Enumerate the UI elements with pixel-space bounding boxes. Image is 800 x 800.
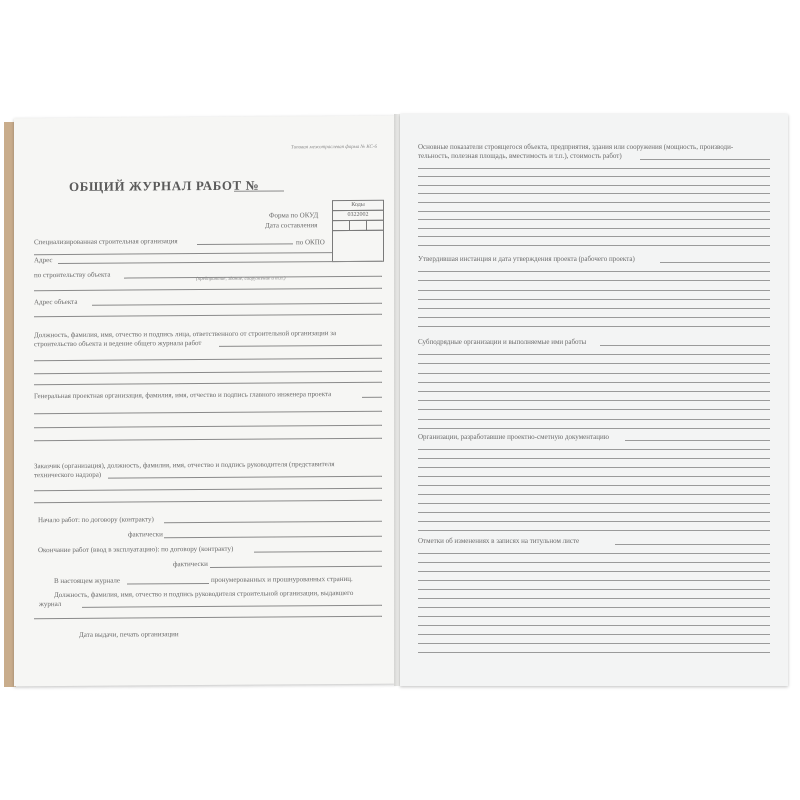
ruled-line <box>418 317 770 318</box>
ruled-line <box>418 391 770 392</box>
object-address-label: Адрес объекта <box>34 297 78 307</box>
ruled-line <box>418 512 770 513</box>
journal-number-line <box>234 190 284 191</box>
form-type-note: Типовая межотраслевая форма № КС-6 <box>291 144 377 151</box>
general-design-line-4 <box>34 438 382 441</box>
ruled-line <box>418 521 770 522</box>
title-page <box>14 116 396 687</box>
ruled-line <box>418 193 770 194</box>
general-design-label: Генеральная проектная организация, фамилия, имя, отчество и подпись главного инженера проекта <box>34 390 332 401</box>
org-line <box>197 243 293 245</box>
responsible-line <box>219 345 382 347</box>
ruled-line <box>600 345 770 346</box>
journal-count-suffix: пронумерованных и прошнурованных страниц. <box>211 574 353 584</box>
ruled-line <box>418 228 770 229</box>
ruled-line <box>418 354 770 355</box>
end-label: Окончание работ (ввод в эксплуатацию): по договору (контракту) <box>38 544 234 555</box>
ruled-line <box>640 159 770 160</box>
issuer-label-2: журнал <box>39 600 62 609</box>
customer-line-2 <box>34 488 382 491</box>
object-address-line-2 <box>34 314 382 317</box>
ruled-line <box>418 428 770 429</box>
address-label: Адрес <box>34 256 53 265</box>
ruled-line <box>418 308 770 309</box>
end-actual-line <box>210 566 382 568</box>
start-actual-label: фактически <box>128 530 163 539</box>
ruled-line <box>418 202 770 203</box>
object-address-line <box>92 303 382 306</box>
end-contract-line <box>254 551 382 553</box>
end-actual-label: фактически <box>173 559 208 569</box>
codes-header: Коды <box>332 200 384 211</box>
construction-line-2 <box>34 288 382 291</box>
general-design-line-2 <box>34 411 382 414</box>
ruled-line <box>418 211 770 212</box>
general-design-line <box>362 397 382 398</box>
customer-line-3 <box>34 500 382 503</box>
start-actual-line <box>164 536 382 539</box>
ruled-line <box>418 219 770 220</box>
responsible-label-1: Должность, фамилия, имя, отчество и подпись лица, ответственного от строительной организации за <box>34 329 337 340</box>
customer-line <box>108 476 382 479</box>
design-orgs-label: Организации, разработавшие проектно-сметную документацию <box>418 433 609 441</box>
responsible-line-3 <box>34 371 382 374</box>
okud-code: 0322002 <box>332 210 384 221</box>
ruled-line <box>418 245 770 246</box>
responsible-line-4 <box>34 382 382 385</box>
responsible-line-2 <box>34 358 382 361</box>
okpo-label: по ОКПО <box>296 238 325 247</box>
address-line <box>58 261 382 264</box>
ruled-line <box>418 400 770 401</box>
ruled-line <box>418 530 770 531</box>
second-page <box>400 114 788 686</box>
ruled-line <box>418 373 770 374</box>
ruled-line <box>418 589 770 590</box>
ruled-line <box>418 299 770 300</box>
ruled-line <box>418 494 770 495</box>
construction-label: по строительству объекта <box>34 270 111 280</box>
issuer-line-2 <box>34 616 382 619</box>
okpo-code-box <box>332 230 384 262</box>
changes-label: Отметки об изменениях в записях на титульном листе <box>418 537 580 545</box>
customer-label-2: технического надзора) <box>34 470 102 480</box>
ruled-line <box>660 262 770 263</box>
ruled-line <box>418 476 770 477</box>
journal-count-line <box>127 583 209 585</box>
indicators-label-1: Основные показатели строящегося объекта, предприятия, здания или сооружения (мощность, производи- <box>418 143 734 151</box>
ruled-line <box>418 363 770 364</box>
issuer-line <box>82 605 382 608</box>
issuer-label-1: Должность, фамилия, имя, отчество и подпись руководителя строительной организации, выдавшего <box>54 588 354 600</box>
org-label: Специализированная строительная организация <box>34 237 178 247</box>
date-label: Дата составления <box>265 221 318 230</box>
ruled-line <box>418 571 770 572</box>
ruled-line <box>625 440 770 441</box>
ruled-line <box>418 580 770 581</box>
ruled-line <box>418 643 770 644</box>
page-title: ОБЩИЙ ЖУРНАЛ РАБОТ № <box>69 177 260 194</box>
approval-label: Утвердившая инстанция и дата утверждения проекта (рабочего проекта) <box>418 255 635 263</box>
ruled-line <box>418 485 770 486</box>
ruled-line <box>418 562 770 563</box>
customer-label-1: Заказчик (организация), должность, фамилия, имя, отчество и подпись руководителя (представителя <box>34 460 335 471</box>
start-label: Начало работ: по договору (контракту) <box>38 515 154 525</box>
ruled-line <box>418 553 770 554</box>
ruled-line <box>418 458 770 459</box>
ruled-line <box>418 185 770 186</box>
ruled-line <box>418 326 770 327</box>
journal-count-prefix: В настоящем журнале <box>54 576 120 586</box>
ruled-line <box>418 176 770 177</box>
indicators-label-2: тельность, полезная площадь, вместимость и т.п.), стоимость работ) <box>418 152 622 160</box>
ruled-line <box>418 607 770 608</box>
ruled-line <box>418 168 770 169</box>
ruled-line <box>418 652 770 653</box>
construction-hint: (предприятие, здание, сооружение и т.п.) <box>196 276 286 283</box>
ruled-line <box>418 290 770 291</box>
okud-label: Форма по ОКУД <box>269 211 319 220</box>
ruled-line <box>418 598 770 599</box>
ruled-line <box>418 634 770 635</box>
ruled-line <box>418 625 770 626</box>
responsible-label-2: строительство объекта и ведение общего журнала работ <box>34 339 202 349</box>
org-line-2 <box>34 252 332 255</box>
start-contract-line <box>164 521 382 524</box>
ruled-line <box>418 616 770 617</box>
ruled-line <box>418 271 770 272</box>
ruled-line <box>418 409 770 410</box>
ruled-line <box>418 382 770 383</box>
general-design-line-3 <box>34 425 382 428</box>
ruled-line <box>418 449 770 450</box>
ruled-line <box>615 544 770 545</box>
ruled-line <box>418 236 770 237</box>
ruled-line <box>418 419 770 420</box>
ruled-line <box>418 280 770 281</box>
issue-date-label: Дата выдачи, печать организации <box>79 630 179 639</box>
subcontractors-label: Субподрядные организации и выполняемые ими работы <box>418 338 587 346</box>
ruled-line <box>418 467 770 468</box>
ruled-line <box>418 503 770 504</box>
